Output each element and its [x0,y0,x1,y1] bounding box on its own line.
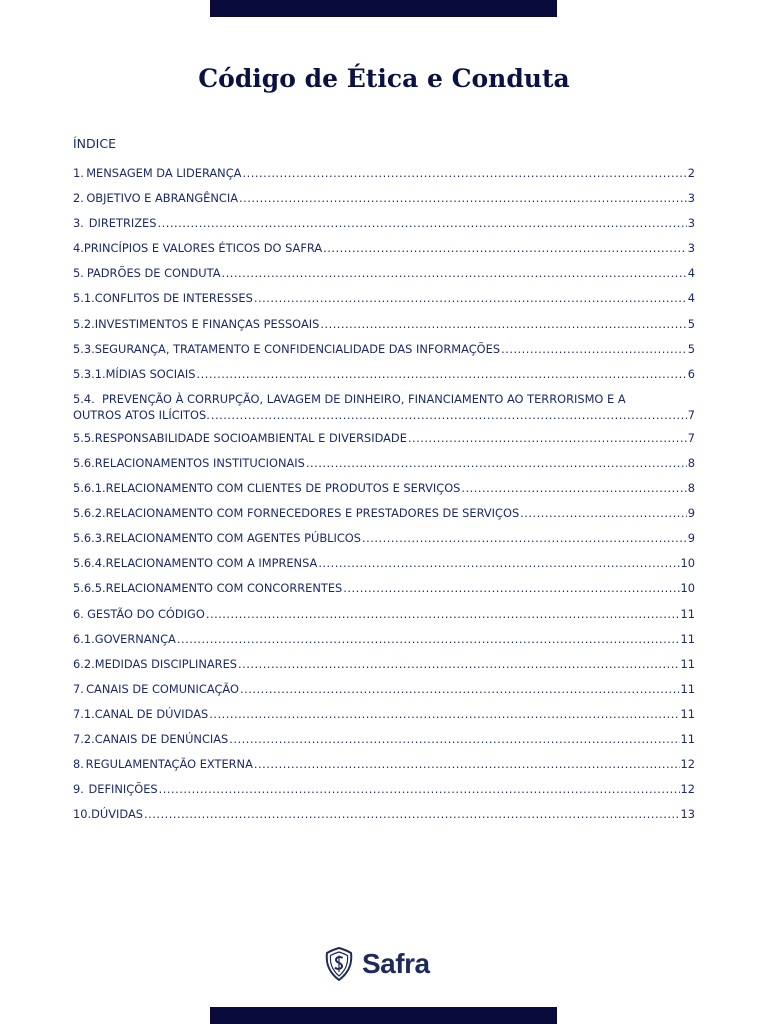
toc-dot-leader [408,431,687,445]
toc-entry-label: INVESTIMENTOS E FINANÇAS PESSOAIS [94,316,320,331]
toc-entry[interactable] [73,456,695,481]
toc-entry-page: 3 [687,191,695,206]
toc-entry[interactable] [73,431,695,456]
toc-entry[interactable] [73,291,695,316]
toc-entry-number: 2. [73,191,84,206]
toc-entry-label: MEDIDAS DISCIPLINARES [94,656,238,671]
toc-entry-label: RELACIONAMENTOS INSTITUCIONAIS [94,455,305,470]
toc-entry[interactable] [73,632,695,657]
toc-entry-page: 3 [687,216,695,231]
toc-entry-number: 5.6.2. [73,506,106,521]
toc-entry-page: 2 [687,166,695,180]
toc-entry-label: CANAIS DE DENÚNCIAS [94,731,229,746]
toc-entry-page: 11 [680,656,695,671]
toc-entry-number: 7. [73,681,84,696]
toc-entry-number: 5.5. [73,430,95,445]
toc-entry-label: RESPONSABILIDADE SOCIOAMBIENTAL E DIVERSIDADE [94,430,407,445]
toc-entry-page: 8 [687,481,695,496]
toc-dot-leader [222,266,687,280]
toc-entry-label: SEGURANÇA, TRATAMENTO E CONFIDENCIALIDADE DAS INFORMAÇÕES [94,341,501,356]
toc-entry-page: 11 [680,706,695,721]
toc-dot-leader [159,782,680,796]
toc-entry-label-continued: OUTROS ATOS ILÍCITOS. [73,407,210,422]
toc-entry[interactable] [73,317,695,342]
toc-entry-number: 5.1. [73,291,95,306]
toc-dot-leader [320,317,686,331]
toc-dot-leader [254,757,680,771]
toc-entry-page: 11 [680,731,695,746]
toc-dot-leader [306,456,687,470]
toc-entry[interactable] [73,807,695,832]
toc-dot-leader [362,531,687,545]
toc-dot-leader [144,807,680,821]
toc-entry-label: GESTÃO DO CÓDIGO [87,606,205,621]
toc-entry-number: 5. [73,266,84,281]
toc-entry-number: 5.6.4. [73,556,106,571]
toc-entry[interactable] [73,732,695,757]
toc-entry-number: 6. [73,606,84,621]
toc-entry[interactable] [73,707,695,732]
toc-entry-label: RELACIONAMENTO COM A IMPRENSA [105,556,318,571]
toc-dot-leader [520,506,687,520]
toc-dot-leader [239,191,687,205]
toc-entry-number: 10. [73,807,92,822]
toc-entry[interactable] [73,481,695,506]
toc-entry-page: 8 [687,455,695,470]
toc-entry-page: 4 [687,291,695,306]
toc-entry-number: 5.6.5. [73,581,106,596]
toc-entry-page: 7 [687,430,695,445]
toc-entry-label: RELACIONAMENTO COM AGENTES PÚBLICOS [105,531,361,546]
toc-dot-leader [318,556,679,570]
toc-entry-page: 12 [680,782,695,797]
toc-entry-number: 5.4. [73,391,95,406]
toc-entry[interactable] [73,241,695,266]
toc-entry-number: 5.6.1. [73,481,106,496]
toc-dot-leader [177,632,680,646]
toc-entry[interactable] [73,782,695,807]
toc-entry-label: REGULAMENTAÇÃO EXTERNA [85,757,253,772]
toc-entry-page: 9 [687,506,695,521]
toc-entry-page: 13 [680,807,695,822]
toc-entry-number: 6.1. [73,631,95,646]
index-heading: ÍNDICE [73,136,116,151]
toc-entry-page: 3 [687,241,695,256]
toc-entry-number: 5.3.1. [73,366,106,381]
toc-entry-page: 11 [680,606,695,621]
safra-logo [324,946,430,982]
toc-entry[interactable] [73,266,695,291]
toc-dot-leader [461,481,686,495]
toc-entry-page: 4 [687,266,695,281]
toc-dot-leader [343,581,679,595]
toc-entry[interactable] [73,581,695,606]
toc-dot-leader [206,607,680,621]
toc-entry-label: GOVERNANÇA [94,631,176,646]
toc-entry-label: MÍDIAS SOCIAIS [105,366,196,381]
toc-entry-number: 7.2. [73,731,95,746]
toc-dot-leader [240,682,680,696]
top-decorative-bar [210,0,557,17]
toc-entry[interactable] [73,191,695,216]
toc-entry[interactable] [73,216,695,241]
toc-entry-number: 5.2. [73,316,95,331]
toc-entry[interactable] [73,367,695,392]
toc-entry[interactable] [73,342,695,367]
toc-entry-page: 5 [687,316,695,331]
toc-entry[interactable] [73,392,695,422]
toc-entry-label: RELACIONAMENTO COM CONCORRENTES [105,581,343,596]
toc-entry-page: 12 [680,757,695,772]
toc-entry-page: 9 [687,531,695,546]
toc-dot-leader [229,732,679,746]
toc-entry-number: 5.6.3. [73,531,106,546]
toc-entry-page: 10 [680,556,695,571]
toc-entry-page: 11 [680,681,695,696]
bottom-decorative-bar [210,1007,557,1024]
toc-entry-label: PREVENÇÃO À CORRUPÇÃO, LAVAGEM DE DINHEIRO, FINANCIAMENTO AO TERRORISMO E A [102,391,626,406]
toc-dot-leader [196,367,686,381]
logo-text: Safra [362,948,430,979]
toc-entry-page: 7 [687,407,695,422]
toc-entry-page: 5 [687,341,695,356]
toc-entry-label: MENSAGEM DA LIDERANÇA [86,166,242,180]
toc-dot-leader [209,707,679,721]
toc-dot-leader [211,408,687,422]
toc-entry-label: DIRETRIZES [88,216,157,231]
toc-entry-number: 3. [73,216,84,231]
toc-entry-label: DEFINIÇÕES [88,782,158,797]
toc-entry-label: PADRÕES DE CONDUTA [86,266,221,281]
toc-entry[interactable] [73,166,695,191]
toc-entry[interactable] [73,657,695,682]
toc-entry-number: 5.6. [73,455,95,470]
toc-entry-number: 4. [73,241,84,256]
toc-entry[interactable] [73,506,695,531]
toc-entry[interactable] [73,682,695,707]
toc-entry-number: 9. [73,782,84,797]
toc-entry-number: 1. [73,166,84,180]
toc-entry-page: 6 [687,366,695,381]
toc-entry-number: 8. [73,757,84,772]
toc-entry-label: CONFLITOS DE INTERESSES [94,291,253,306]
toc-entry-number: 6.2. [73,656,95,671]
toc-dot-leader [242,166,686,180]
toc-entry-page: 11 [680,631,695,646]
toc-dot-leader [254,291,687,305]
toc-entry-number: 7.1. [73,706,95,721]
toc-entry-label: RELACIONAMENTO COM FORNECEDORES E PRESTADORES DE SERVIÇOS [105,506,520,521]
toc-entry-number: 5.3. [73,341,95,356]
toc-entry-label: CANAL DE DÚVIDAS [94,706,209,721]
page-title: Código de Ética e Conduta [198,64,570,93]
toc-entry[interactable] [73,607,695,632]
toc-entry-label: OBJETIVO E ABRANGÊNCIA [86,191,238,206]
toc-entry-page: 10 [680,581,695,596]
safra-emblem-icon [324,947,354,981]
toc-entry-label: DÚVIDAS [91,807,143,822]
table-of-contents [73,166,695,832]
toc-dot-leader [323,241,687,255]
toc-entry-label: CANAIS DE COMUNICAÇÃO [86,681,239,696]
toc-entry[interactable] [73,531,695,556]
toc-entry[interactable] [73,556,695,581]
toc-entry-label: PRINCÍPIOS E VALORES ÉTICOS DO SAFRA [83,241,323,256]
toc-entry-label: RELACIONAMENTO COM CLIENTES DE PRODUTOS E SERVIÇOS [105,481,461,496]
toc-dot-leader [238,657,679,671]
toc-dot-leader [501,342,687,356]
toc-dot-leader [157,216,686,230]
toc-entry[interactable] [73,757,695,782]
